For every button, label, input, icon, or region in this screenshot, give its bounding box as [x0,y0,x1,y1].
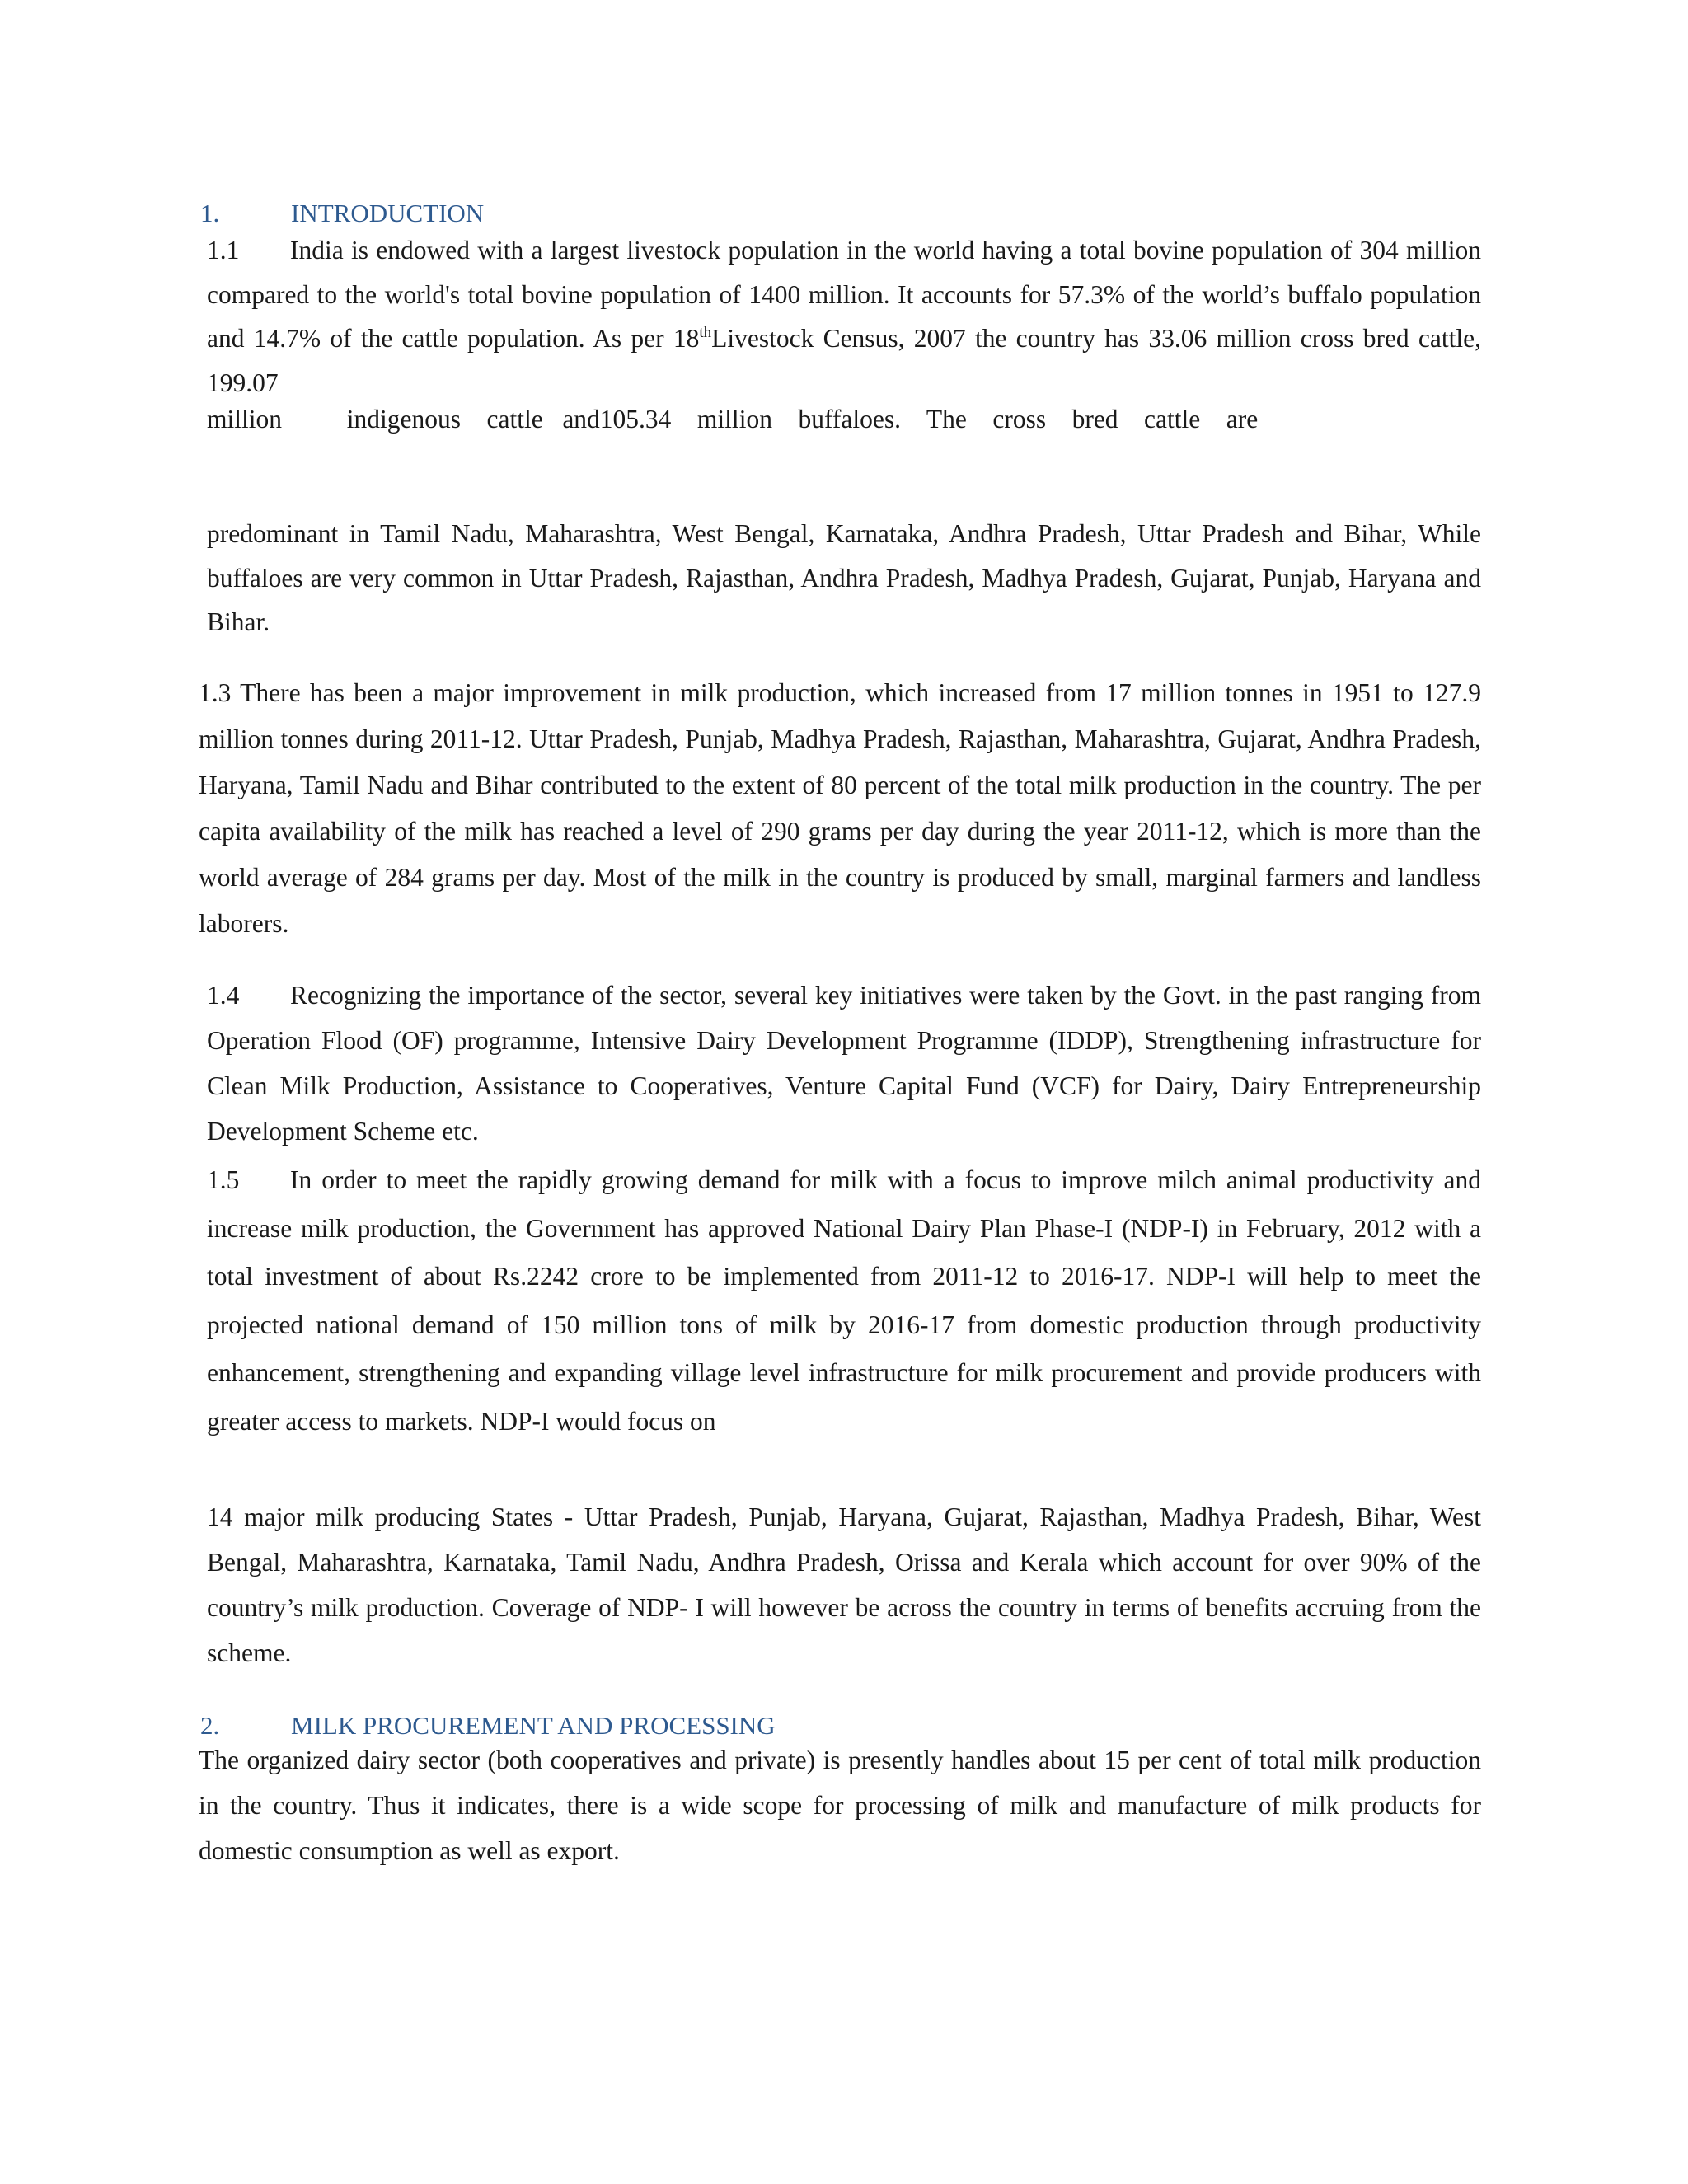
section-number: 2. [200,1711,220,1740]
paragraph-number: 1.5 [207,1165,240,1194]
section-heading-introduction [200,199,484,228]
paragraph-text: India is endowed with a largest livestock population in the world having a total bovine population of 304 million compared to the world's total bovine population of 1400 million. It accounts for 57.3% of the world’s buffalo population and 14.7% of the cattle population. As per 18 [207,236,1481,353]
paragraph-number: 1.4 [207,981,240,1010]
paragraph-1-4 [207,972,1481,1154]
paragraph-text: In order to meet the rapidly growing demand for milk with a focus to improve milch animal productivity and increase milk production, the Government has approved National Dairy Plan Phase-I (NDP-I) in February, 2012 with a total investment of about Rs.2242 crore to be implemented from 2011-12 to 2016-17. NDP-I will help to meet the projected national demand of 150 million tons of milk by 2016-17 from domestic production through productivity enhancement, strengthening and expanding village level infrastructure for milk procurement and provide producers with greater access to markets. NDP-I would focus on [207,1165,1481,1436]
paragraph-number: 1.1 [207,236,240,265]
section-number: 1. [200,199,220,227]
paragraph-1-5 [207,1156,1481,1446]
paragraph-text-cont: Livestock Census, 2007 the country has 33.06 million cross bred cattle, 199.07 [207,324,1482,397]
superscript-th: th [699,324,712,341]
paragraph-text: Recognizing the importance of the sector, several key initiatives were taken by the Govt. in the past ranging from Operation Flood (OF) programme, Intensive Dairy Development Programme (IDDP), Strengthening infrastructure for Clean Milk Production, Assistance to Cooperatives, Venture Capital Fund (VCF) for Dairy, Dairy Entrepreneurship Development Scheme etc. [207,981,1481,1146]
paragraph-1-5-continued: 14 major milk producing States - Uttar Pradesh, Punjab, Haryana, Gujarat, Rajasthan, Madhya Pradesh, Bihar, West Bengal, Maharashtra, Karnataka, Tamil Nadu, Andhra Pradesh, Orissa and Kerala which account for over 90% of the country’s milk production. Coverage of NDP- I will however be across the country in terms of benefits accruing from the scheme. [207,1502,1481,1667]
paragraph-1-1 [207,228,1481,405]
paragraph-1-1-continued: predominant in Tamil Nadu, Maharashtra, West Bengal, Karnataka, Andhra Pradesh, Uttar Pradesh and Bihar, While buffaloes are very common in Uttar Pradesh, Rajasthan, Andhra Pradesh, Madhya Pradesh, Gujarat, Punjab, Haryana and Bihar. [207,519,1481,636]
section-heading-milk-procurement [200,1711,776,1741]
paragraph-1-1-line: million indigenous cattle and105.34 million buffaloes. The cross bred cattle are [207,405,1259,434]
paragraph-1-3: 1.3 There has been a major improvement in milk production, which increased from 17 million tonnes in 1951 to 127.9 million tonnes during 2011-12. Uttar Pradesh, Punjab, Madhya Pradesh, Rajasthan, Maharashtra, Gujarat, Andhra Pradesh, Haryana, Tamil Nadu and Bihar contributed to the extent of 80 percent of the total milk production in the country. The per capita availability of the milk has reached a level of 290 grams per day during the year 2011-12, which is more than the world average of 284 grams per day. Most of the milk in the country is produced by small, marginal farmers and landless laborers. [199,678,1481,938]
section-title: MILK PROCUREMENT AND PROCESSING [291,1711,776,1740]
section-title: INTRODUCTION [291,199,485,227]
paragraph-section-2: The organized dairy sector (both cooperatives and private) is presently handles about 15 per cent of total milk production in the country. Thus it indicates, there is a wide scope for processing of milk and manufacture of milk products for domestic consumption as well as export. [199,1746,1481,1865]
